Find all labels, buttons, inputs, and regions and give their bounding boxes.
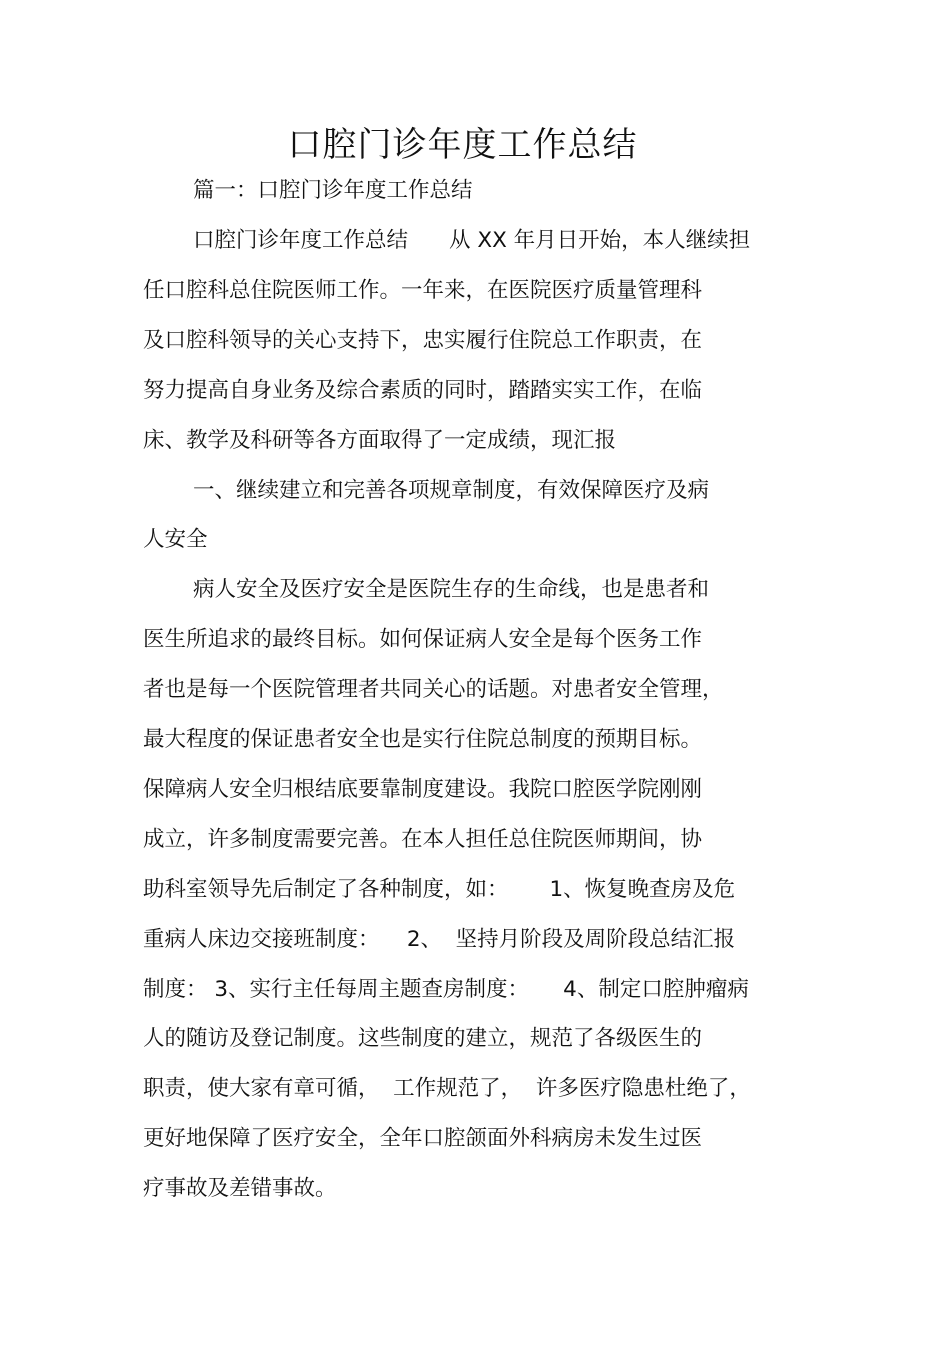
section-heading-line: 一、继续建立和完善各项规章制度，有效保障医疗及病	[193, 478, 710, 503]
paragraph-line: 努力提高自身业务及综合素质的同时，踏踏实实工作，在临	[143, 378, 703, 403]
paragraph-line: 疗事故及差错事故。	[143, 1176, 337, 1201]
paragraph-line: 人的随访及登记制度。这些制度的建立，规范了各级医生的	[143, 1026, 703, 1051]
paragraph-line: 更好地保障了医疗安全，全年口腔颌面外科病房未发生过医	[143, 1126, 703, 1151]
paragraph-line: 及口腔科领导的关心支持下，忠实履行住院总工作职责，在	[143, 328, 703, 353]
subtitle-line: 篇一：口腔门诊年度工作总结	[193, 178, 473, 203]
paragraph-line: 口腔门诊年度工作总结 从 XX 年月日开始，本人继续担	[193, 228, 751, 253]
paragraph-line: 助科室领导先后制定了各种制度，如： 1、恢复晚查房及危	[143, 877, 736, 902]
paragraph-line: 床、教学及科研等各方面取得了一定成绩，现汇报	[143, 428, 617, 453]
paragraph-line: 职责，使大家有章可循， 工作规范了， 许多医疗隐患杜绝了，	[143, 1076, 751, 1101]
paragraph-line: 最大程度的保证患者安全也是实行住院总制度的预期目标。	[143, 727, 703, 752]
paragraph-line: 医生所追求的最终目标。如何保证病人安全是每个医务工作	[143, 627, 703, 652]
paragraph-line: 病人安全及医疗安全是医院生存的生命线，也是患者和	[193, 577, 710, 602]
paragraph-line: 制度： 3、实行主任每周主题查房制度： 4、制定口腔肿瘤病	[143, 977, 749, 1002]
document-title: 口腔门诊年度工作总结	[287, 125, 638, 165]
paragraph-line: 成立，许多制度需要完善。在本人担任总住院医师期间，协	[143, 827, 703, 852]
paragraph-line: 保障病人安全归根结底要靠制度建设。我院口腔医学院刚刚	[143, 777, 703, 802]
paragraph-line: 重病人床边交接班制度： 2、 坚持月阶段及周阶段总结汇报	[143, 927, 736, 952]
paragraph-line: 任口腔科总住院医师工作。一年来，在医院医疗质量管理科	[143, 278, 703, 303]
paragraph-line: 者也是每一个医院管理者共同关心的话题。对患者安全管理，	[143, 677, 724, 702]
section-heading-line: 人安全	[143, 527, 208, 552]
